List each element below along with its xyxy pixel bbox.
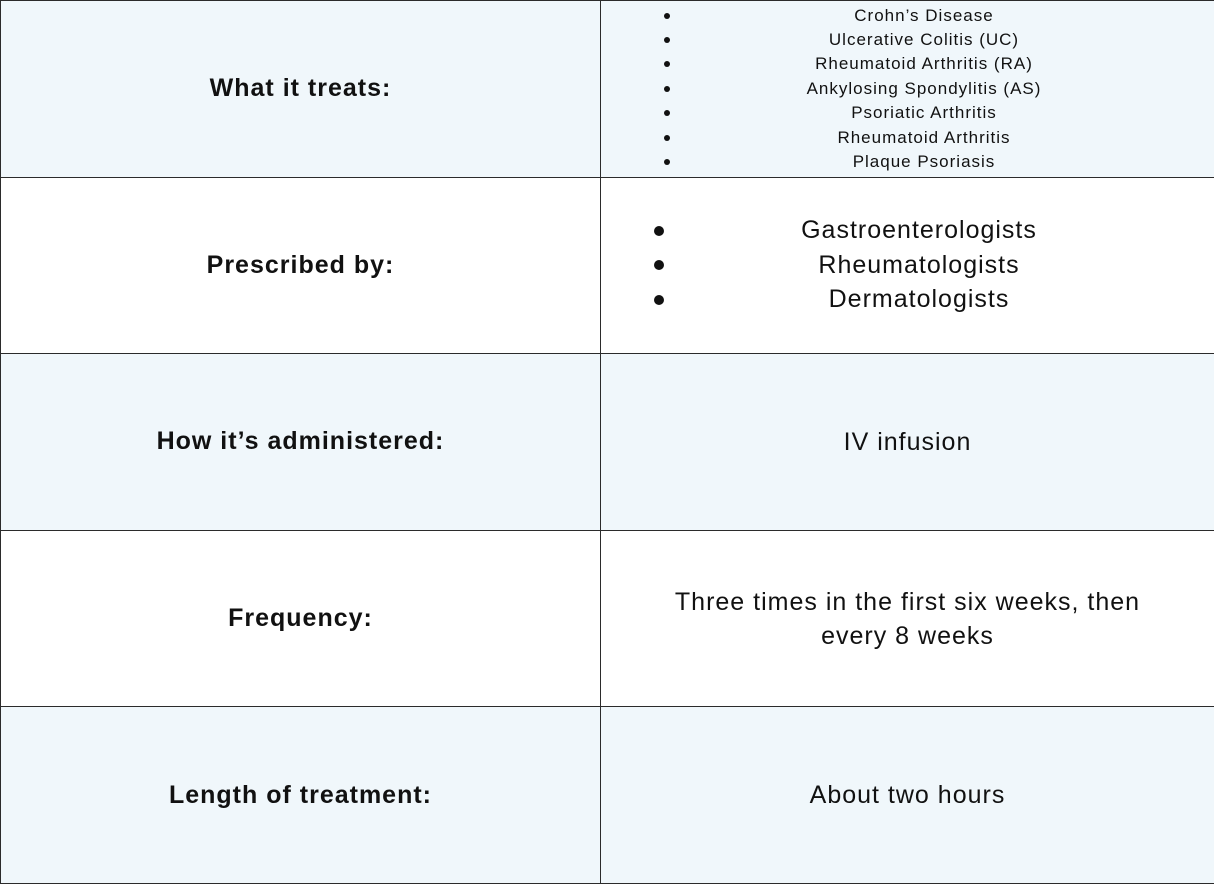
condition-text: Plaque Psoriasis	[852, 151, 996, 171]
list-item	[601, 28, 1214, 52]
row-label-length-of-treatment: Length of treatment:	[168, 780, 433, 809]
prescriber-text: Gastroenterologists	[801, 216, 1037, 245]
table-row-administration	[1, 354, 1214, 531]
table-row-prescribed-by	[1, 177, 1214, 354]
row-label-what-it-treats: What it treats:	[209, 74, 392, 103]
bullet-icon	[654, 260, 664, 270]
prescriber-text: Dermatologists	[828, 285, 1010, 314]
table-row-what-it-treats	[1, 1, 1214, 178]
list-item	[601, 52, 1214, 76]
row-label-frequency: Frequency:	[228, 604, 373, 633]
label-cell	[1, 177, 601, 354]
condition-text: Ulcerative Colitis (UC)	[828, 30, 1020, 49]
condition-text: Rheumatoid Arthritis (RA)	[815, 54, 1033, 74]
label-cell	[1, 530, 601, 707]
length-of-treatment-value: About two hours	[809, 781, 1006, 810]
table-row-length-of-treatment	[1, 707, 1214, 884]
label-cell	[1, 354, 601, 531]
table-row-frequency	[1, 530, 1214, 707]
list-item	[601, 77, 1214, 101]
list-item	[601, 3, 1214, 27]
condition-text: Ankylosing Spondylitis (AS)	[806, 78, 1042, 98]
list-item	[601, 248, 1214, 283]
list-item	[601, 150, 1214, 174]
row-label-administration: How it’s administered:	[156, 427, 445, 456]
prescribers-list	[601, 214, 1214, 318]
condition-text: Crohn’s Disease	[854, 5, 994, 25]
list-item	[601, 214, 1214, 249]
condition-text: Psoriatic Arthritis	[851, 103, 997, 123]
list-item	[601, 125, 1214, 149]
label-cell	[1, 707, 601, 884]
row-label-prescribed-by: Prescribed by:	[206, 250, 395, 279]
condition-text: Rheumatoid Arthritis	[837, 127, 1011, 147]
administration-value: IV infusion	[843, 427, 972, 456]
value-cell	[601, 1, 1214, 178]
label-cell	[1, 1, 601, 178]
value-cell	[601, 530, 1214, 707]
frequency-value: Three times in the first six weeks, then every 8 weeks	[674, 587, 1141, 650]
prescriber-text: Rheumatologists	[818, 250, 1020, 279]
value-cell	[601, 707, 1214, 884]
conditions-list	[601, 3, 1214, 174]
value-cell	[601, 354, 1214, 531]
bullet-icon	[654, 226, 664, 236]
list-item	[601, 101, 1214, 125]
list-item	[601, 283, 1214, 318]
value-cell	[601, 177, 1214, 354]
bullet-icon	[654, 295, 664, 305]
